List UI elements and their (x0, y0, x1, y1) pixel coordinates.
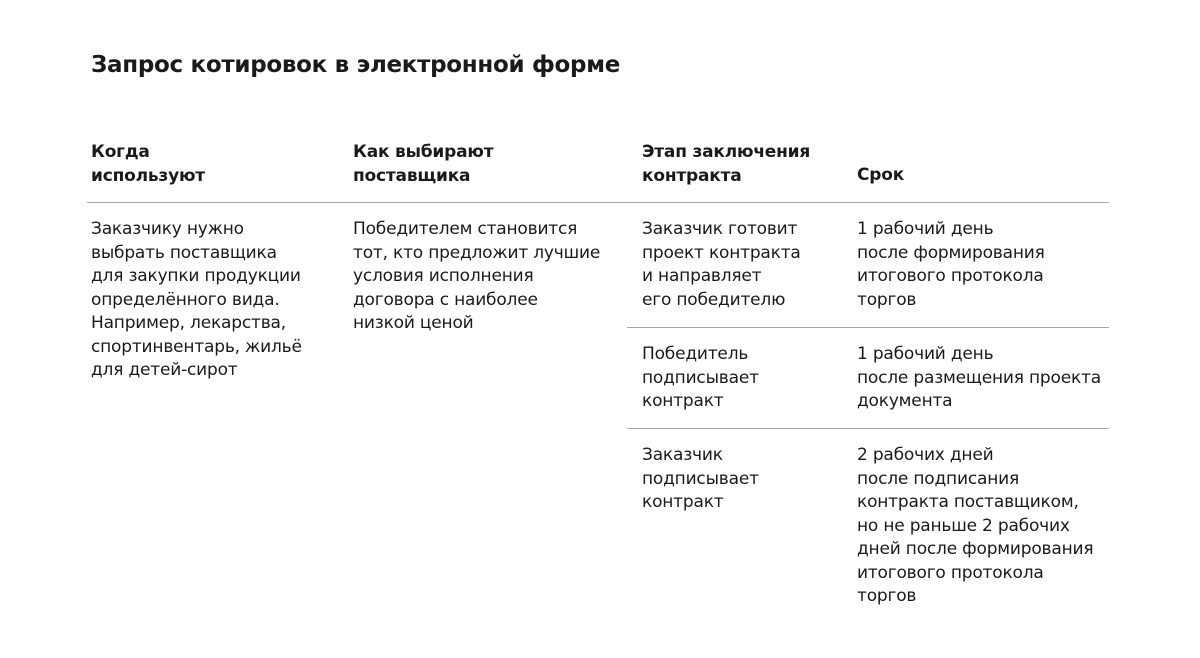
header-how: Как выбирают поставщика (353, 142, 494, 186)
term-2-text: 1 рабочий день после размещения проекта документа (857, 344, 1101, 411)
stage-1-text: Заказчик готовит проект контракта и направляет его победителю (642, 219, 801, 310)
header-stage: Этап заключения контракта (642, 142, 811, 186)
row-divider-1 (627, 327, 1109, 328)
header-term: Срок (857, 165, 905, 185)
header-divider (87, 202, 1109, 203)
stage-3-text: Заказчик подписывает контракт (642, 445, 759, 512)
term-1-text: 1 рабочий день после формирования итогового протокола торгов (857, 219, 1045, 310)
header-when: Когда используют (91, 142, 205, 186)
term-3-text: 2 рабочих дней после подписания контракта поставщиком, но не раньше 2 рабочих дней после формирования итогового протокола торгов (857, 445, 1094, 606)
when-text: Заказчику нужно выбрать поставщика для закупки продукции определённого вида. Например, лекарства, спортинвентарь, жильё для детей-сирот (91, 219, 302, 380)
how-text: Победителем становится тот, кто предложит лучшие условия исполнения договора с наиболее низкой ценой (353, 219, 601, 333)
stage-2-text: Победитель подписывает контракт (642, 344, 759, 411)
page-title: Запрос котировок в электронной форме (91, 52, 620, 78)
row-divider-2 (627, 428, 1109, 429)
